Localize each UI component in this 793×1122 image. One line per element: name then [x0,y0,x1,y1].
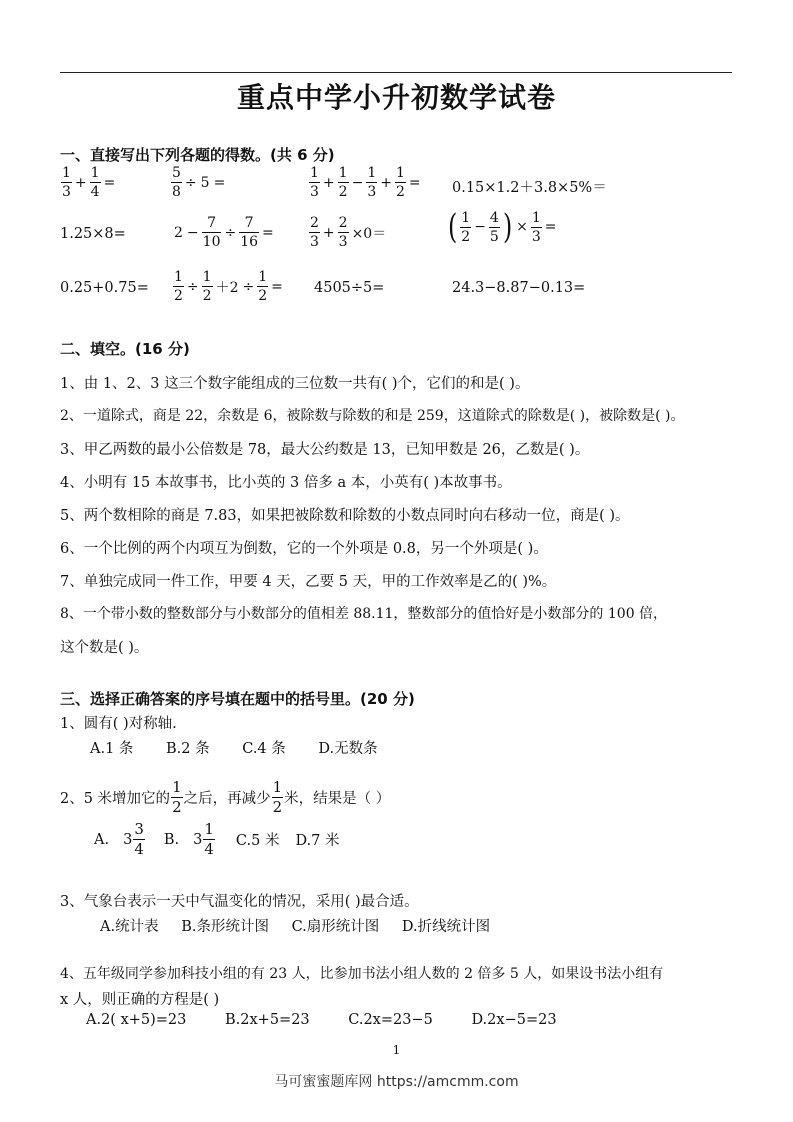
calc-r2c4: ( $\frac{1}{2}$ − $\frac{4}{5}$ ) × $\frac{1}{3}$ = [447,207,557,247]
section-2-heading: 二、填空。(16 分) [60,340,190,358]
choice-q3-options [100,915,508,936]
fill-q5: 5、两个数相除的商是 7.83，如果把被除数和除数的小数点同时向右移动一位，商是( )。 [60,508,630,524]
choice-q4-options [86,1012,591,1028]
calc-r2c2: 2 − $\frac{7}{10}$ ÷ $\frac{7}{16}$ = [174,215,274,250]
calc-r1c4: 0.15×1.2＋3.8×5%＝ [452,180,607,196]
choice-q4-option: B.2x+5=23 [225,1012,310,1028]
calc-r3c4: 24.3−8.87−0.13= [452,280,586,296]
choice-q4-option: A.2( x+5)=23 [86,1012,187,1028]
choice-q1-options [90,737,406,758]
choice-q2-options: A. 3 $\frac{3}{4}$ B. 3 $\frac{1}{4}$ C.5 米 D.7 米 [94,820,340,858]
choice-q3-option: B.条形统计图 [181,919,269,935]
choice-q3-option: C.扇形统计图 [291,919,380,935]
choice-q1: 1、圆有( )对称轴. [60,716,177,732]
fill-q6: 6、一个比例的两个内项互为倒数，它的一个外项是 0.8，另一个外项是( )。 [60,541,548,557]
calc-r1c1: $\frac{1}{3}$ + $\frac{1}{4}$ = [62,165,116,200]
choice-q4-option: D.2x−5=23 [471,1012,557,1028]
choice-q1-option: B.2 条 [166,741,210,757]
choice-q3-option: A.统计表 [100,919,159,935]
section-1-heading: 一、直接写出下列各题的得数。(共 6 分) [60,146,335,164]
fill-q4: 4、小明有 15 本故事书，比小英的 3 倍多 a 本，小英有( )本故事书。 [60,475,512,491]
fill-q2: 2、一道除式，商是 22，余数是 6，被除数与除数的和是 259，这道除式的除数是( )，被除数是( )。 [60,408,685,424]
calc-r2c1: 1.25×8= [60,226,126,242]
choice-q1-option: A.1 条 [90,741,134,757]
choice-q2: 2、5 米增加它的 $\frac{1}{2}$ 之后，再减少 $\frac{1}{2}$ 米，结果是（ ） [60,778,391,816]
calc-r1c2: $\frac{5}{8}$ ÷ 5 = [172,165,226,200]
choice-q4-line1: 4、五年级同学参加科技小组的有 23 人，比参加书法小组人数的 2 倍多 5 人，如果设书法小组有 [60,966,664,982]
section-3-heading: 三、选择正确答案的序号填在题中的括号里。(20 分) [60,690,415,708]
choice-q1-option: C.4 条 [242,741,286,757]
calc-r3c1: 0.25+0.75= [60,280,149,296]
page-number: 1 [392,1043,401,1057]
fill-q7: 7、单独完成同一件工作，甲要 4 天，乙要 5 天，甲的工作效率是乙的( )%。 [60,574,557,590]
fill-q1: 1、由 1、2、3 这三个数字能组成的三位数一共有( )个，它们的和是( )。 [60,376,530,392]
choice-q1-option: D.无数条 [318,741,378,757]
calc-r1c3: $\frac{1}{3}$ + $\frac{1}{2}$ − $\frac{1}{3}$ + $\frac{1}{2}$ = [310,165,421,200]
calc-r3c3: 4505÷5= [314,280,385,296]
header-rule [60,72,732,73]
fill-q3: 3、甲乙两数的最小公倍数是 78，最大公约数是 13，已知甲数是 26，乙数是( )。 [60,442,590,458]
fill-q8-line2: 这个数是( )。 [60,640,149,656]
page-title: 重点中学小升初数学试卷 [236,81,556,114]
calc-r3c2: $\frac{1}{2}$ ÷ $\frac{1}{2}$ ＋2 ÷ $\frac{1}{2}$ = [174,269,283,304]
choice-q4-option: C.2x=23−5 [348,1012,433,1028]
choice-q3: 3、气象台表示一天中气温变化的情况，采用( )最合适。 [60,894,419,910]
choice-q4-line2: x 人，则正确的方程是( ) [60,992,220,1008]
footer-watermark: 马可蜜蜜题库网 https://amcmm.com [274,1074,519,1090]
calc-r2c3: $\frac{2}{3}$ + $\frac{2}{3}$ ×0＝ [310,215,387,250]
fill-q8-line1: 8、一个带小数的整数部分与小数部分的值相差 88.11，整数部分的值恰好是小数部分的 100 倍， [60,606,668,622]
choice-q3-option: D.折线统计图 [401,919,491,935]
